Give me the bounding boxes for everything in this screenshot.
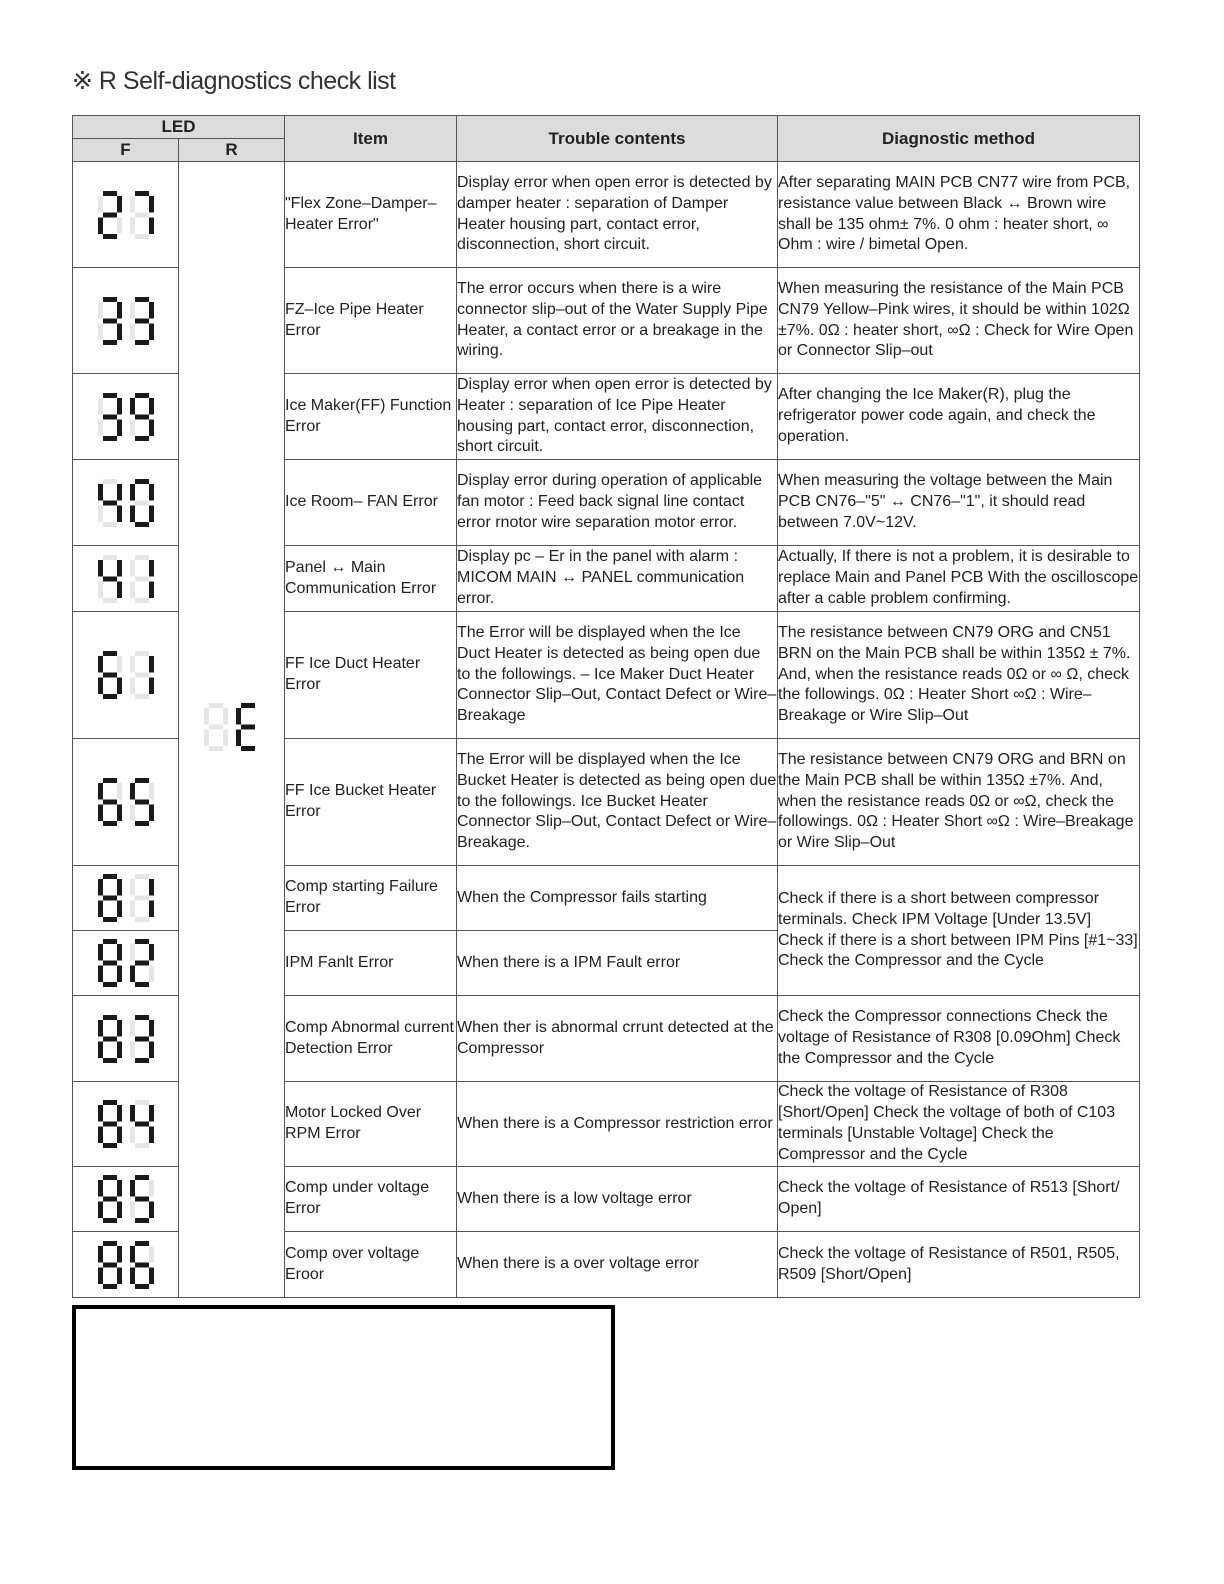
led-segment-on — [98, 1127, 103, 1144]
led-segment-on — [135, 800, 149, 805]
led-segment-on — [98, 1246, 103, 1263]
led-segment-off — [209, 725, 223, 730]
led-segment-on — [135, 778, 149, 783]
led-segment-on — [130, 966, 135, 983]
f-led-display — [73, 460, 179, 546]
led-segment-on — [149, 217, 154, 234]
led-segment-on — [149, 1020, 154, 1037]
led-segment-on — [103, 500, 117, 505]
led-segment-on — [236, 730, 241, 747]
trouble-cell: The Error will be displayed when the Ice Duct Heater is detected as being open due to the followings. – Ice Maker Duct Heater Connector Slip–Out, Contact Defect or Wire–Breakage — [457, 612, 778, 739]
led-segment-on — [117, 901, 122, 918]
item-cell: Ice Maker(FF) Function Error — [285, 374, 457, 460]
item-header: Item — [285, 116, 457, 162]
led-segment-off — [149, 1180, 154, 1197]
led-segment-on — [135, 1218, 149, 1223]
led-segment-on — [103, 939, 117, 944]
f-led-display — [73, 1082, 179, 1167]
led-segment-off — [130, 1127, 135, 1144]
led-segment-on — [135, 982, 149, 987]
led-segment-off — [209, 746, 223, 751]
diagnostics-table — [72, 115, 1140, 1298]
led-segment-on — [149, 196, 154, 213]
led-segment-on — [130, 398, 135, 415]
led-segment-off — [223, 708, 228, 725]
led-segment-on — [103, 800, 117, 805]
led-segment-off — [130, 678, 135, 695]
method-header: Diagnostic method — [778, 116, 1140, 162]
f-led-display — [73, 546, 179, 612]
led-segment-off — [130, 560, 135, 577]
led-segment-on — [98, 901, 103, 918]
item-cell: Comp over voltage Eroor — [285, 1232, 457, 1298]
method-cell: Check if there is a short between compressor terminals. Check IPM Voltage [Under 13.5V] Check if there is a short between IPM Pins [#1~33] Check the Compressor and the Cycle — [778, 866, 1140, 996]
method-cell: Check the voltage of Resistance of R513 [Short/ Open] — [778, 1167, 1140, 1232]
led-segment-on — [149, 398, 154, 415]
led-segment-on — [103, 1284, 117, 1289]
led-segment-on — [103, 694, 117, 699]
led-header: LED — [73, 116, 285, 139]
led-segment-on — [103, 234, 117, 239]
led-segment-on — [98, 1041, 103, 1058]
led-segment-on — [130, 484, 135, 501]
trouble-header: Trouble contents — [457, 116, 778, 162]
led-segment-off — [135, 673, 149, 678]
item-cell: "Flex Zone–Damper– Heater Error" — [285, 162, 457, 268]
led-segment-off — [223, 730, 228, 747]
item-cell: Motor Locked Over RPM Error — [285, 1082, 457, 1167]
led-segment-on — [103, 896, 117, 901]
led-segment-off — [98, 196, 103, 213]
f-led-display — [73, 268, 179, 374]
led-segment-on — [103, 318, 117, 323]
trouble-cell: When there is a Compressor restriction error — [457, 1082, 778, 1167]
led-segment-on — [98, 1267, 103, 1284]
led-segment-on — [103, 1175, 117, 1180]
led-segment-off — [135, 212, 149, 217]
led-segment-off — [135, 917, 149, 922]
led-segment-on — [149, 581, 154, 598]
led-segment-on — [103, 1218, 117, 1223]
trouble-cell: When there is a low voltage error — [457, 1167, 778, 1232]
led-segment-on — [117, 805, 122, 822]
led-segment-on — [149, 1267, 154, 1284]
led-segment-on — [103, 297, 117, 302]
led-segment-on — [117, 484, 122, 501]
led-segment-on — [98, 560, 103, 577]
led-segment-off — [98, 581, 103, 598]
led-segment-on — [98, 966, 103, 983]
f-led-display — [73, 1167, 179, 1232]
led-segment-off — [204, 730, 209, 747]
led-segment-off — [103, 479, 117, 484]
r-header: R — [179, 139, 285, 162]
led-segment-off — [204, 708, 209, 725]
led-segment-on — [98, 879, 103, 896]
led-segment-on — [149, 656, 154, 673]
led-segment-on — [149, 323, 154, 340]
method-cell: After changing the Ice Maker(R), plug the refrigerator power code again, and check the operation. — [778, 374, 1140, 460]
led-segment-on — [130, 505, 135, 522]
led-segment-on — [103, 778, 117, 783]
item-cell: FZ–Ice Pipe Heater Error — [285, 268, 457, 374]
led-segment-on — [103, 393, 117, 398]
led-segment-on — [135, 1058, 149, 1063]
led-segment-on — [135, 191, 149, 196]
led-segment-off — [98, 302, 103, 319]
f-led-display — [73, 931, 179, 996]
led-segment-on — [149, 1041, 154, 1058]
led-segment-on — [103, 1058, 117, 1063]
led-segment-on — [117, 1267, 122, 1284]
led-segment-on — [117, 302, 122, 319]
led-segment-on — [135, 1175, 149, 1180]
led-segment-on — [98, 656, 103, 673]
led-segment-off — [135, 500, 149, 505]
f-led-display — [73, 162, 179, 268]
item-cell: Comp Abnormal current Detection Error — [285, 996, 457, 1082]
led-segment-off — [98, 323, 103, 340]
led-segment-on — [103, 1015, 117, 1020]
trouble-cell: When there is a IPM Fault error — [457, 931, 778, 996]
led-segment-on — [149, 484, 154, 501]
led-segment-on — [117, 560, 122, 577]
led-segment-off — [130, 879, 135, 896]
led-segment-on — [135, 1122, 149, 1127]
led-segment-off — [209, 703, 223, 708]
f-led-display — [73, 1232, 179, 1298]
led-segment-on — [103, 1143, 117, 1148]
led-segment-off — [103, 598, 117, 603]
led-segment-on — [117, 419, 122, 436]
page-title: ※ R Self-diagnostics check list — [72, 67, 396, 95]
led-segment-on — [103, 961, 117, 966]
trouble-cell: When ther is abnormal crrunt detected at the Compressor — [457, 996, 778, 1082]
item-cell: FF Ice Duct Heater Error — [285, 612, 457, 739]
led-segment-off — [130, 901, 135, 918]
item-cell: IPM Fanlt Error — [285, 931, 457, 996]
led-segment-on — [117, 1246, 122, 1263]
led-segment-on — [135, 939, 149, 944]
led-segment-on — [241, 725, 255, 730]
method-cell: Check the voltage of Resistance of R308 [Short/Open] Check the voltage of both of C103 terminals [Unstable Voltage] Check the Compressor and the Cycle — [778, 1082, 1140, 1167]
led-segment-on — [117, 1180, 122, 1197]
method-cell: Check the Compressor connections Check the voltage of Resistance of R308 [0.09Ohm] Check the Compressor and the Cycle — [778, 996, 1140, 1082]
led-segment-off — [135, 874, 149, 879]
led-segment-on — [117, 581, 122, 598]
led-segment-on — [135, 1015, 149, 1020]
led-segment-off — [130, 1020, 135, 1037]
led-segment-off — [98, 419, 103, 436]
led-segment-on — [117, 196, 122, 213]
trouble-cell: Display error during operation of applicable fan motor : Feed back signal line contact error rnotor wire separation motor error. — [457, 460, 778, 546]
led-segment-on — [117, 505, 122, 522]
f-led-display — [73, 739, 179, 866]
led-segment-on — [149, 805, 154, 822]
led-segment-on — [103, 212, 117, 217]
method-cell: Check the voltage of Resistance of R501, R505, R509 [Short/Open] — [778, 1232, 1140, 1298]
led-segment-on — [149, 419, 154, 436]
f-led-display — [73, 612, 179, 739]
f-led-display — [73, 996, 179, 1082]
led-segment-on — [103, 436, 117, 441]
led-segment-off — [135, 651, 149, 656]
led-segment-on — [103, 1241, 117, 1246]
led-segment-on — [117, 879, 122, 896]
f-led-display — [73, 866, 179, 931]
led-segment-off — [135, 694, 149, 699]
led-segment-on — [103, 1197, 117, 1202]
led-segment-off — [130, 581, 135, 598]
led-segment-on — [130, 1180, 135, 1197]
led-segment-on — [241, 746, 255, 751]
method-cell: After separating MAIN PCB CN77 wire from PCB, resistance value between Black ↔ Brown wire shall be 135 ohm± 7%. 0 ohm : heater short, ∞ Ohm : wire / bimetal Open. — [778, 162, 1140, 268]
led-segment-off — [135, 896, 149, 901]
led-segment-off — [135, 598, 149, 603]
led-segment-on — [149, 901, 154, 918]
led-segment-on — [135, 522, 149, 527]
trouble-cell: The Error will be displayed when the Ice Bucket Heater is detected as being open due to the followings. Ice Bucket Heater Connector Slip–Out, Contact Defect or Wire–Breakage. — [457, 739, 778, 866]
item-cell: Comp under voltage Error — [285, 1167, 457, 1232]
led-segment-on — [103, 673, 117, 678]
led-segment-on — [98, 1020, 103, 1037]
led-segment-on — [103, 1262, 117, 1267]
led-segment-on — [149, 944, 154, 961]
led-segment-on — [98, 805, 103, 822]
led-segment-on — [98, 944, 103, 961]
led-segment-on — [241, 703, 255, 708]
led-segment-off — [135, 1143, 149, 1148]
led-segment-on — [117, 1105, 122, 1122]
trouble-cell: Display error when open error is detected by damper heater : separation of Damper Heater housing part, contact error, disconnection, short circuit. — [457, 162, 778, 268]
item-cell: FF Ice Bucket Heater Error — [285, 739, 457, 866]
led-segment-on — [103, 821, 117, 826]
led-segment-off — [130, 419, 135, 436]
led-segment-off — [135, 234, 149, 239]
method-cell: When measuring the resistance of the Main PCB CN79 Yellow–Pink wires, it should be within 102Ω ±7%. 0Ω : heater short, ∞Ω : Check for Wire Open or Connector Slip–out — [778, 268, 1140, 374]
led-segment-on — [135, 340, 149, 345]
led-segment-on — [135, 821, 149, 826]
led-segment-on — [103, 874, 117, 879]
led-segment-off — [117, 217, 122, 234]
led-segment-on — [103, 982, 117, 987]
trouble-cell: The error occurs when there is a wire connector slip–out of the Water Supply Pipe Heater, a contact error or a breakage in the wiring. — [457, 268, 778, 374]
led-segment-off — [117, 656, 122, 673]
led-segment-on — [130, 1246, 135, 1263]
led-segment-on — [149, 302, 154, 319]
led-segment-off — [130, 944, 135, 961]
led-segment-on — [103, 651, 117, 656]
led-segment-on — [98, 484, 103, 501]
led-segment-on — [130, 1105, 135, 1122]
led-segment-on — [103, 1122, 117, 1127]
led-segment-on — [149, 505, 154, 522]
led-segment-on — [103, 576, 117, 581]
led-segment-off — [130, 323, 135, 340]
led-segment-on — [103, 340, 117, 345]
led-segment-off — [98, 398, 103, 415]
led-segment-on — [98, 1180, 103, 1197]
led-segment-on — [135, 1284, 149, 1289]
led-segment-on — [98, 217, 103, 234]
method-cell: The resistance between CN79 ORG and CN51 BRN on the Main PCB shall be within 135Ω ± 7%. And, when the resistance reads 0Ω or ∞ Ω, check the followings. 0Ω : Heater Short ∞Ω : Wire–Breakage or Wire Slip–Out — [778, 612, 1140, 739]
led-segment-off — [149, 966, 154, 983]
led-segment-on — [135, 1036, 149, 1041]
led-segment-on — [135, 414, 149, 419]
led-segment-on — [103, 1036, 117, 1041]
led-segment-off — [117, 783, 122, 800]
trouble-cell: When the Compressor fails starting — [457, 866, 778, 931]
led-segment-on — [135, 436, 149, 441]
led-segment-on — [103, 414, 117, 419]
led-segment-off — [135, 1100, 149, 1105]
led-segment-on — [117, 944, 122, 961]
led-segment-on — [135, 1197, 149, 1202]
led-segment-on — [149, 1127, 154, 1144]
led-segment-off — [130, 805, 135, 822]
led-segment-on — [117, 966, 122, 983]
led-segment-on — [98, 1202, 103, 1219]
led-segment-on — [149, 1202, 154, 1219]
led-segment-on — [130, 783, 135, 800]
led-segment-on — [135, 393, 149, 398]
led-segment-on — [149, 1105, 154, 1122]
led-segment-on — [135, 961, 149, 966]
led-segment-on — [103, 1100, 117, 1105]
led-segment-on — [117, 398, 122, 415]
r-led-display — [179, 162, 285, 1298]
led-segment-off — [103, 522, 117, 527]
method-cell: The resistance between CN79 ORG and BRN on the Main PCB shall be within 135Ω ±7%. And, when the resistance reads 0Ω or ∞Ω, check the followings. 0Ω : Heater Short ∞Ω : Wire–Breakage or Wire Slip–Out — [778, 739, 1140, 866]
led-segment-on — [117, 1020, 122, 1037]
f-header: F — [73, 139, 179, 162]
led-segment-off — [149, 783, 154, 800]
item-cell: Comp starting Failure Error — [285, 866, 457, 931]
led-segment-on — [117, 1127, 122, 1144]
led-segment-off — [135, 555, 149, 560]
led-segment-on — [149, 678, 154, 695]
trouble-cell: Display error when open error is detected by Heater : separation of Ice Pipe Heater housing part, contact error, disconnection, short circuit. — [457, 374, 778, 460]
led-segment-on — [135, 1241, 149, 1246]
led-segment-on — [117, 678, 122, 695]
led-segment-off — [130, 302, 135, 319]
led-segment-on — [98, 1105, 103, 1122]
led-segment-on — [98, 783, 103, 800]
led-segment-on — [117, 323, 122, 340]
led-segment-on — [103, 191, 117, 196]
led-segment-off — [130, 196, 135, 213]
method-cell: When measuring the voltage between the Main PCB CN76–"5" ↔ CN76–"1", it should read between 7.0V~12V. — [778, 460, 1140, 546]
led-segment-off — [98, 505, 103, 522]
led-segment-off — [130, 656, 135, 673]
trouble-cell: When there is a over voltage error — [457, 1232, 778, 1298]
led-segment-off — [149, 1246, 154, 1263]
item-cell: Panel ↔ Main Communication Error — [285, 546, 457, 612]
f-led-display — [73, 374, 179, 460]
led-segment-on — [236, 708, 241, 725]
led-segment-off — [135, 576, 149, 581]
led-segment-on — [135, 318, 149, 323]
trouble-cell: Display pc – Er in the panel with alarm : MICOM MAIN ↔ PANEL communication error. — [457, 546, 778, 612]
led-segment-on — [98, 678, 103, 695]
led-segment-on — [135, 479, 149, 484]
led-segment-on — [130, 1267, 135, 1284]
empty-note-box — [72, 1305, 615, 1470]
led-segment-off — [103, 555, 117, 560]
method-cell: Actually, If there is not a problem, it is desirable to replace Main and Panel PCB With the oscilloscope after a cable problem confirming. — [778, 546, 1140, 612]
led-segment-off — [130, 1041, 135, 1058]
led-segment-on — [117, 1041, 122, 1058]
item-cell: Ice Room– FAN Error — [285, 460, 457, 546]
led-segment-on — [135, 1262, 149, 1267]
led-segment-off — [130, 217, 135, 234]
led-segment-off — [130, 1202, 135, 1219]
table-row — [73, 162, 1140, 268]
led-segment-on — [149, 560, 154, 577]
led-segment-on — [117, 1202, 122, 1219]
led-segment-on — [149, 879, 154, 896]
led-segment-on — [135, 297, 149, 302]
led-segment-on — [103, 917, 117, 922]
